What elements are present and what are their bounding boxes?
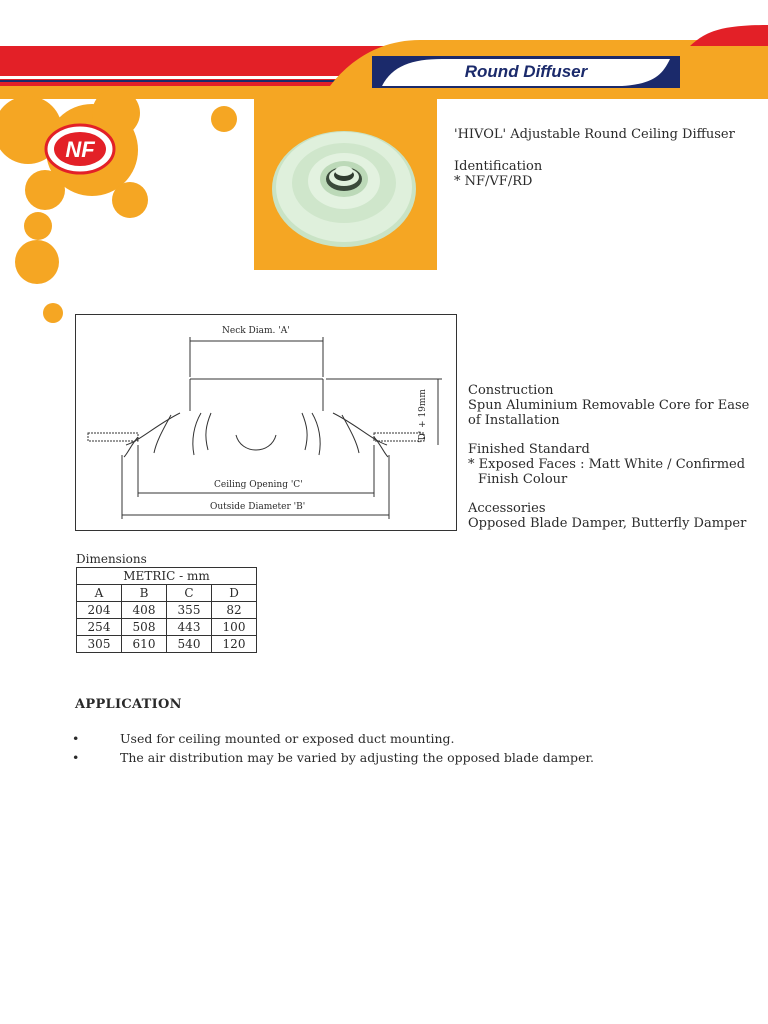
finish-label: Finished Standard xyxy=(468,442,590,457)
accessories-value: Opposed Blade Damper, Butterfly Damper xyxy=(468,516,747,531)
identification-value: * NF/VF/RD xyxy=(454,174,533,189)
table-cell: 355 xyxy=(167,602,212,619)
product-name: 'HIVOL' Adjustable Round Ceiling Diffuser xyxy=(454,127,735,142)
list-item xyxy=(72,731,455,746)
svg-text:NF: NF xyxy=(65,137,95,162)
column-header: B xyxy=(122,585,167,602)
ceiling-opening-label: Ceiling Opening 'C' xyxy=(214,480,303,490)
table-cell: 610 xyxy=(122,636,167,653)
bullet: • xyxy=(72,731,80,746)
list-item xyxy=(72,750,594,765)
accessories-label: Accessories xyxy=(468,501,546,516)
technical-drawing xyxy=(75,314,457,531)
construction-line2: of Installation xyxy=(468,413,560,428)
construction-line1: Spun Aluminium Removable Core for Ease xyxy=(468,398,750,413)
table-cell: 254 xyxy=(77,619,122,636)
dimensions-label: Dimensions xyxy=(76,552,147,566)
deco-circle xyxy=(25,170,65,210)
application-item: The air distribution may be varied by adjusting the opposed blade damper. xyxy=(120,750,595,765)
table-row xyxy=(77,602,257,619)
finish-line1: * Exposed Faces : Matt White / Confirmed xyxy=(468,457,746,472)
identification-label: Identification xyxy=(454,159,543,174)
table-cell: 82 xyxy=(212,602,257,619)
finish-line2: Finish Colour xyxy=(478,472,568,487)
table-cell: 408 xyxy=(122,602,167,619)
table-cell: 305 xyxy=(77,636,122,653)
table-cell: 540 xyxy=(167,636,212,653)
nf-logo-icon xyxy=(46,125,114,173)
specifications xyxy=(468,383,749,531)
table-cell: 120 xyxy=(212,636,257,653)
deco-circle xyxy=(211,106,237,132)
table-cell: 508 xyxy=(122,619,167,636)
deco-circle xyxy=(112,182,148,218)
red-corner xyxy=(690,25,768,46)
page-title: Round Diffuser xyxy=(464,62,588,81)
neck-diameter-label: Neck Diam. 'A' xyxy=(222,326,290,336)
column-header: A xyxy=(77,585,122,602)
table-header-row xyxy=(77,585,257,602)
column-header: C xyxy=(167,585,212,602)
deco-circle xyxy=(15,240,59,284)
unit-header: METRIC - mm xyxy=(77,568,257,585)
title-box xyxy=(372,56,680,88)
table-header-row xyxy=(77,568,257,585)
construction-label: Construction xyxy=(468,383,554,398)
table-row xyxy=(77,636,257,653)
table-row xyxy=(77,619,257,636)
column-header: D xyxy=(212,585,257,602)
deco-circle xyxy=(43,303,63,323)
application-item: Used for ceiling mounted or exposed duct mounting. xyxy=(120,731,455,746)
outside-diameter-label: Outside Diameter 'B' xyxy=(210,502,306,512)
table-cell: 100 xyxy=(212,619,257,636)
table-cell: 204 xyxy=(77,602,122,619)
application-heading: APPLICATION xyxy=(75,697,182,712)
product-photo xyxy=(254,99,437,270)
table-cell: 443 xyxy=(167,619,212,636)
dimensions-table xyxy=(76,567,257,653)
product-info xyxy=(454,127,735,189)
bullet: • xyxy=(72,750,80,765)
deco-circle xyxy=(24,212,52,240)
height-label: 'D' + 19mm xyxy=(417,389,428,443)
